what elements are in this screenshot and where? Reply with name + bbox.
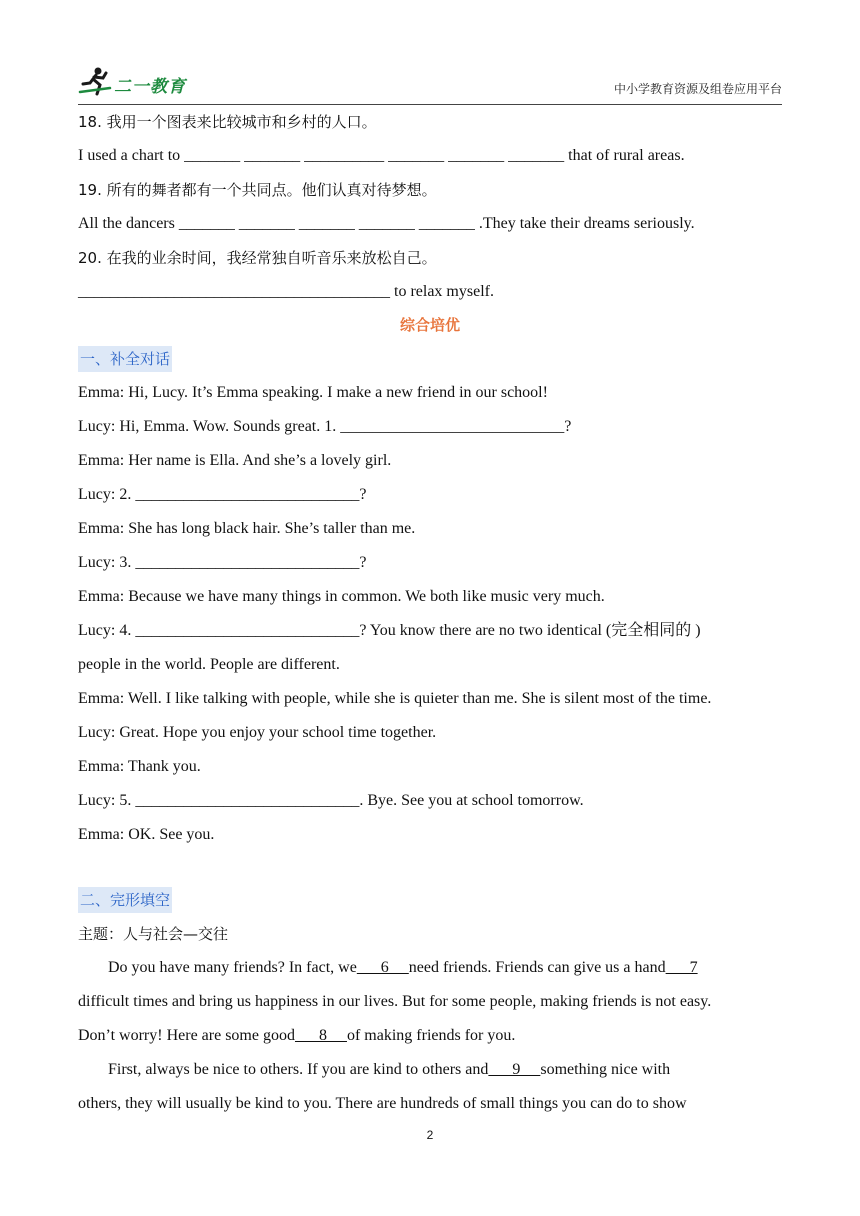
cloze-paragraph-line bbox=[78, 1023, 782, 1049]
dialogue-heading-row bbox=[78, 346, 782, 372]
blank-9: 9 bbox=[488, 1061, 541, 1078]
q18-chinese: 18. 我用一个图表来比较城市和乡村的人口。 bbox=[78, 113, 377, 131]
dialogue-line: Emma: OK. See you. bbox=[78, 826, 215, 843]
cloze-text: of making friends for you. bbox=[346, 1027, 516, 1044]
logo-text: 二一教育 bbox=[114, 77, 186, 97]
platform-name: 中小学教育资源及组卷应用平台 bbox=[613, 82, 782, 96]
header-divider bbox=[78, 104, 782, 105]
cloze-paragraph-line bbox=[78, 1057, 782, 1083]
q20-english: _______________________________________ to relax myself. bbox=[78, 283, 494, 300]
dialogue-line: people in the world. People are different. bbox=[78, 656, 340, 673]
q19-chinese: 19. 所有的舞者都有一个共同点。他们认真对待梦想。 bbox=[78, 181, 437, 199]
cloze-text: something nice with bbox=[540, 1061, 671, 1078]
dialogue-line: Emma: Her name is Ella. And she’s a lovely girl. bbox=[78, 452, 392, 469]
logo bbox=[78, 66, 218, 96]
section-title: 综合培优 bbox=[399, 316, 460, 334]
blank-8: 8 bbox=[294, 1027, 347, 1044]
blank-6: 6 bbox=[356, 959, 409, 976]
cloze-text: First, always be nice to others. If you are kind to others and bbox=[108, 1061, 489, 1078]
dialogue-line: Lucy: Hi, Emma. Wow. Sounds great. 1. ____________________________? bbox=[78, 418, 572, 435]
page-header bbox=[78, 62, 782, 102]
dialogue-line: Emma: She has long black hair. She’s taller than me. bbox=[78, 520, 416, 537]
dialogue-line: Emma: Hi, Lucy. It’s Emma speaking. I make a new friend in our school! bbox=[78, 384, 548, 401]
dialogue-line: Lucy: 4. ____________________________? You know there are no two identical (完全相同的 ) bbox=[78, 622, 701, 639]
runner-logo-icon bbox=[78, 66, 112, 96]
q18-english: I used a chart to _______ _______ __________ _______ _______ _______ that of rural areas. bbox=[78, 147, 685, 164]
blank-7: 7 bbox=[665, 959, 698, 976]
cloze-text: Don’t worry! Here are some good bbox=[78, 1027, 295, 1044]
q19-english: All the dancers _______ _______ _______ _______ _______ .They take their dreams seriously. bbox=[78, 215, 695, 232]
cloze-paragraph-line bbox=[78, 955, 782, 981]
page-number: 2 bbox=[426, 1128, 434, 1142]
dialogue-line: Lucy: 5. ____________________________. Bye. See you at school tomorrow. bbox=[78, 792, 584, 809]
dialogue-line: Emma: Well. I like talking with people, while she is quieter than me. She is silent most of the time. bbox=[78, 690, 712, 707]
cloze-theme: 主题：人与社会—交往 bbox=[78, 925, 229, 943]
dialogue-line: Lucy: Great. Hope you enjoy your school time together. bbox=[78, 724, 437, 741]
cloze-paragraph-line: others, they will usually be kind to you. There are hundreds of small things you can do to show bbox=[78, 1095, 687, 1112]
cloze-heading-row bbox=[78, 887, 782, 913]
cloze-text: Do you have many friends? In fact, we bbox=[108, 959, 357, 976]
dialogue-line: Lucy: 2. ____________________________? bbox=[78, 486, 367, 503]
dialogue-line: Emma: Thank you. bbox=[78, 758, 201, 775]
cloze-paragraph-line: difficult times and bring us happiness in our lives. But for some people, making friends is not easy. bbox=[78, 993, 712, 1010]
cloze-heading: 二、完形填空 bbox=[78, 887, 172, 913]
dialogue-line: Lucy: 3. ____________________________? bbox=[78, 554, 367, 571]
q20-chinese: 20. 在我的业余时间，我经常独自听音乐来放松自己。 bbox=[78, 249, 437, 267]
dialogue-heading: 一、补全对话 bbox=[78, 346, 172, 372]
cloze-text: need friends. Friends can give us a hand bbox=[408, 959, 666, 976]
dialogue-line: Emma: Because we have many things in common. We both like music very much. bbox=[78, 588, 605, 605]
